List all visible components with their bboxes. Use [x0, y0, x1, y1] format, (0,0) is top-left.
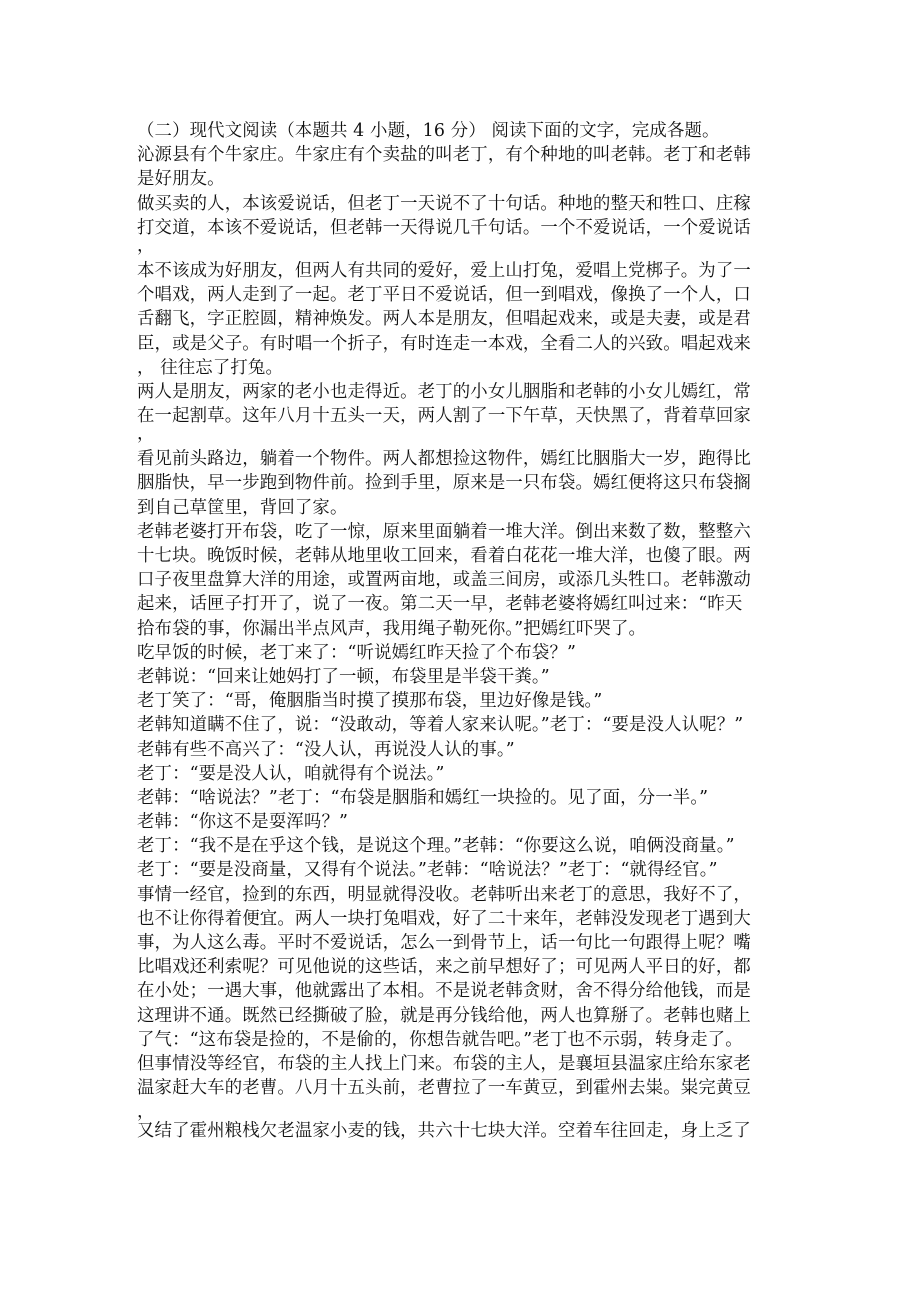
text-line: 也不让你得着便宜。两人一块打兔唱戏，好了二十来年，老韩没发现老丁遇到大 [137, 908, 751, 929]
text-line: 事情一经官，捡到的东西，明显就得没收。老韩听出来老丁的意思，我好不了， [137, 884, 751, 905]
text-line: 本不该成为好朋友，但两人有共同的爱好，爱上山打兔，爱唱上党梆子。为了一 [137, 260, 751, 281]
text-line: 比唱戏还利索呢？可见他说的这些话，来之前早想好了；可见两人平日的好，都 [137, 957, 751, 978]
text-line: 温家赶大车的老曹。八月十五头前，老曹拉了一车黄豆，到霍州去粜。粜完黄豆 [137, 1078, 751, 1099]
text-line: ， [137, 1102, 155, 1123]
document-page [137, 119, 797, 1168]
text-line: 老韩：“你这不是耍浑吗？” [137, 812, 349, 833]
text-line: 老丁：“要是没商量，又得有个说法。”老韩：“啥说法？”老丁：“就得经官。” [137, 860, 718, 881]
text-line: 到自己草筐里，背回了家。 [137, 497, 348, 518]
text-line: 了气：“这布袋是捡的，不是偷的，你想告就告吧。”老丁也不示弱，转身走了。 [137, 1029, 743, 1050]
text-line: （二）现代文阅读（本题共 4 小题，16 分） 阅读下面的文字，完成各题。 [137, 121, 720, 141]
text-line: 臣，或是父子。有时唱一个折子，有时连走一本戏，全看二人的兴致。唱起戏来 [137, 333, 751, 354]
text-line: 个唱戏，两人走到了一起。老丁平日不爱说话，但一到唱戏，像换了一个人，口 [137, 285, 751, 306]
text-line [137, 1144, 797, 1168]
text-line: 口子夜里盘算大洋的用途，或置两亩地，或盖三间房，或添几头牲口。老韩激动 [137, 570, 751, 591]
text-line: 沁源县有个牛家庄。牛家庄有个卖盐的叫老丁，有个种地的叫老韩。老丁和老韩 [137, 145, 751, 166]
text-line: 是好朋友。 [137, 169, 225, 190]
text-line: 老丁：“我不是在乎这个钱，是说这个理。”老韩：“你要这么说，咱俩没商量。” [137, 836, 735, 857]
text-line: 事，为人这么毒。平时不爱说话，怎么一到骨节上，话一句比一句跟得上呢？嘴 [137, 933, 751, 953]
text-line: ， [137, 424, 155, 445]
text-line: 又结了霍州粮栈欠老温家小麦的钱，共六十七块大洋。空着车往回走，身上乏了 [137, 1120, 751, 1141]
text-line: 看见前头路边，躺着一个物件。两人都想捡这物件，嫣红比胭脂大一岁，跑得比 [137, 449, 751, 470]
text-line: 但事情没等经官，布袋的主人找上门来。布袋的主人，是襄垣县温家庄给东家老 [137, 1053, 751, 1074]
text-line: 吃早饭的时候，老丁来了：“听说嫣红昨天捡了个布袋？” [137, 642, 577, 663]
text-line: 老韩老婆打开布袋，吃了一惊，原来里面躺着一堆大洋。倒出来数了数，整整六 [137, 521, 751, 542]
text-line: ， 往往忘了打兔。 [137, 357, 284, 378]
text-line: 胭脂快，早一步跑到物件前。捡到手里，原来是一只布袋。嫣红便将这只布袋搁 [137, 473, 751, 494]
text-line: 老韩：“啥说法？”老丁：“布袋是胭脂和嫣红一块捡的。见了面，分一半。” [137, 787, 709, 808]
text-line: 老韩说：“回来让她妈打了一顿，布袋里是半袋干粪。” [137, 666, 550, 687]
text-line: 做买卖的人，本该爱说话，但老丁一天说不了十句话。种地的整天和牲口、庄稼 [137, 193, 751, 214]
text-line: 打交道，本该不爱说话，但老韩一天得说几千句话。一个不爱说话，一个爱说话 [137, 217, 751, 238]
text-line: 十七块。晚饭时候，老韩从地里收工回来，看着白花花一堆大洋，也傻了眼。两 [137, 546, 751, 566]
text-line: 老丁：“要是没人认，咱就得有个说法。” [137, 763, 445, 784]
text-line: 舌翻飞，字正腔圆，精神焕发。两人本是朋友，但唱起戏来，或是夫妻，或是君 [137, 309, 751, 330]
text-line: 老韩知道瞒不住了，说：“没敢动，等着人家来认呢。”老丁：“要是没人认呢？” [137, 715, 744, 736]
text-line: 拾布袋的事，你漏出半点风声，我用绳子勒死你。”把嫣红吓哭了。 [137, 618, 647, 639]
text-line: 起来，话匣子打开了，说了一夜。第二天一早，老韩老婆将嫣红叫过来：“昨天 [137, 594, 743, 615]
text-line: ， [137, 235, 155, 256]
text-line: 老丁笑了：“哥，俺胭脂当时摸了摸那布袋，里边好像是钱。” [137, 691, 603, 712]
text-line: 老韩有些不高兴了：“没人认，再说没人认的事。” [137, 739, 515, 760]
text-line: 这理讲不通。既然已经撕破了脸，就是再分钱给他，两人也算掰了。老韩也赌上 [137, 1005, 751, 1026]
text-line: 在小处；一遇大事，他就露出了本相。不是说老韩贪财，舍不得分给他钱，而是 [137, 981, 751, 1002]
text-line: 两人是朋友，两家的老小也走得近。老丁的小女儿胭脂和老韩的小女儿嫣红，常 [137, 381, 751, 402]
text-line: 在一起割草。这年八月十五头一天，两人割了一下午草，天快黑了，背着草回家 [137, 406, 751, 427]
